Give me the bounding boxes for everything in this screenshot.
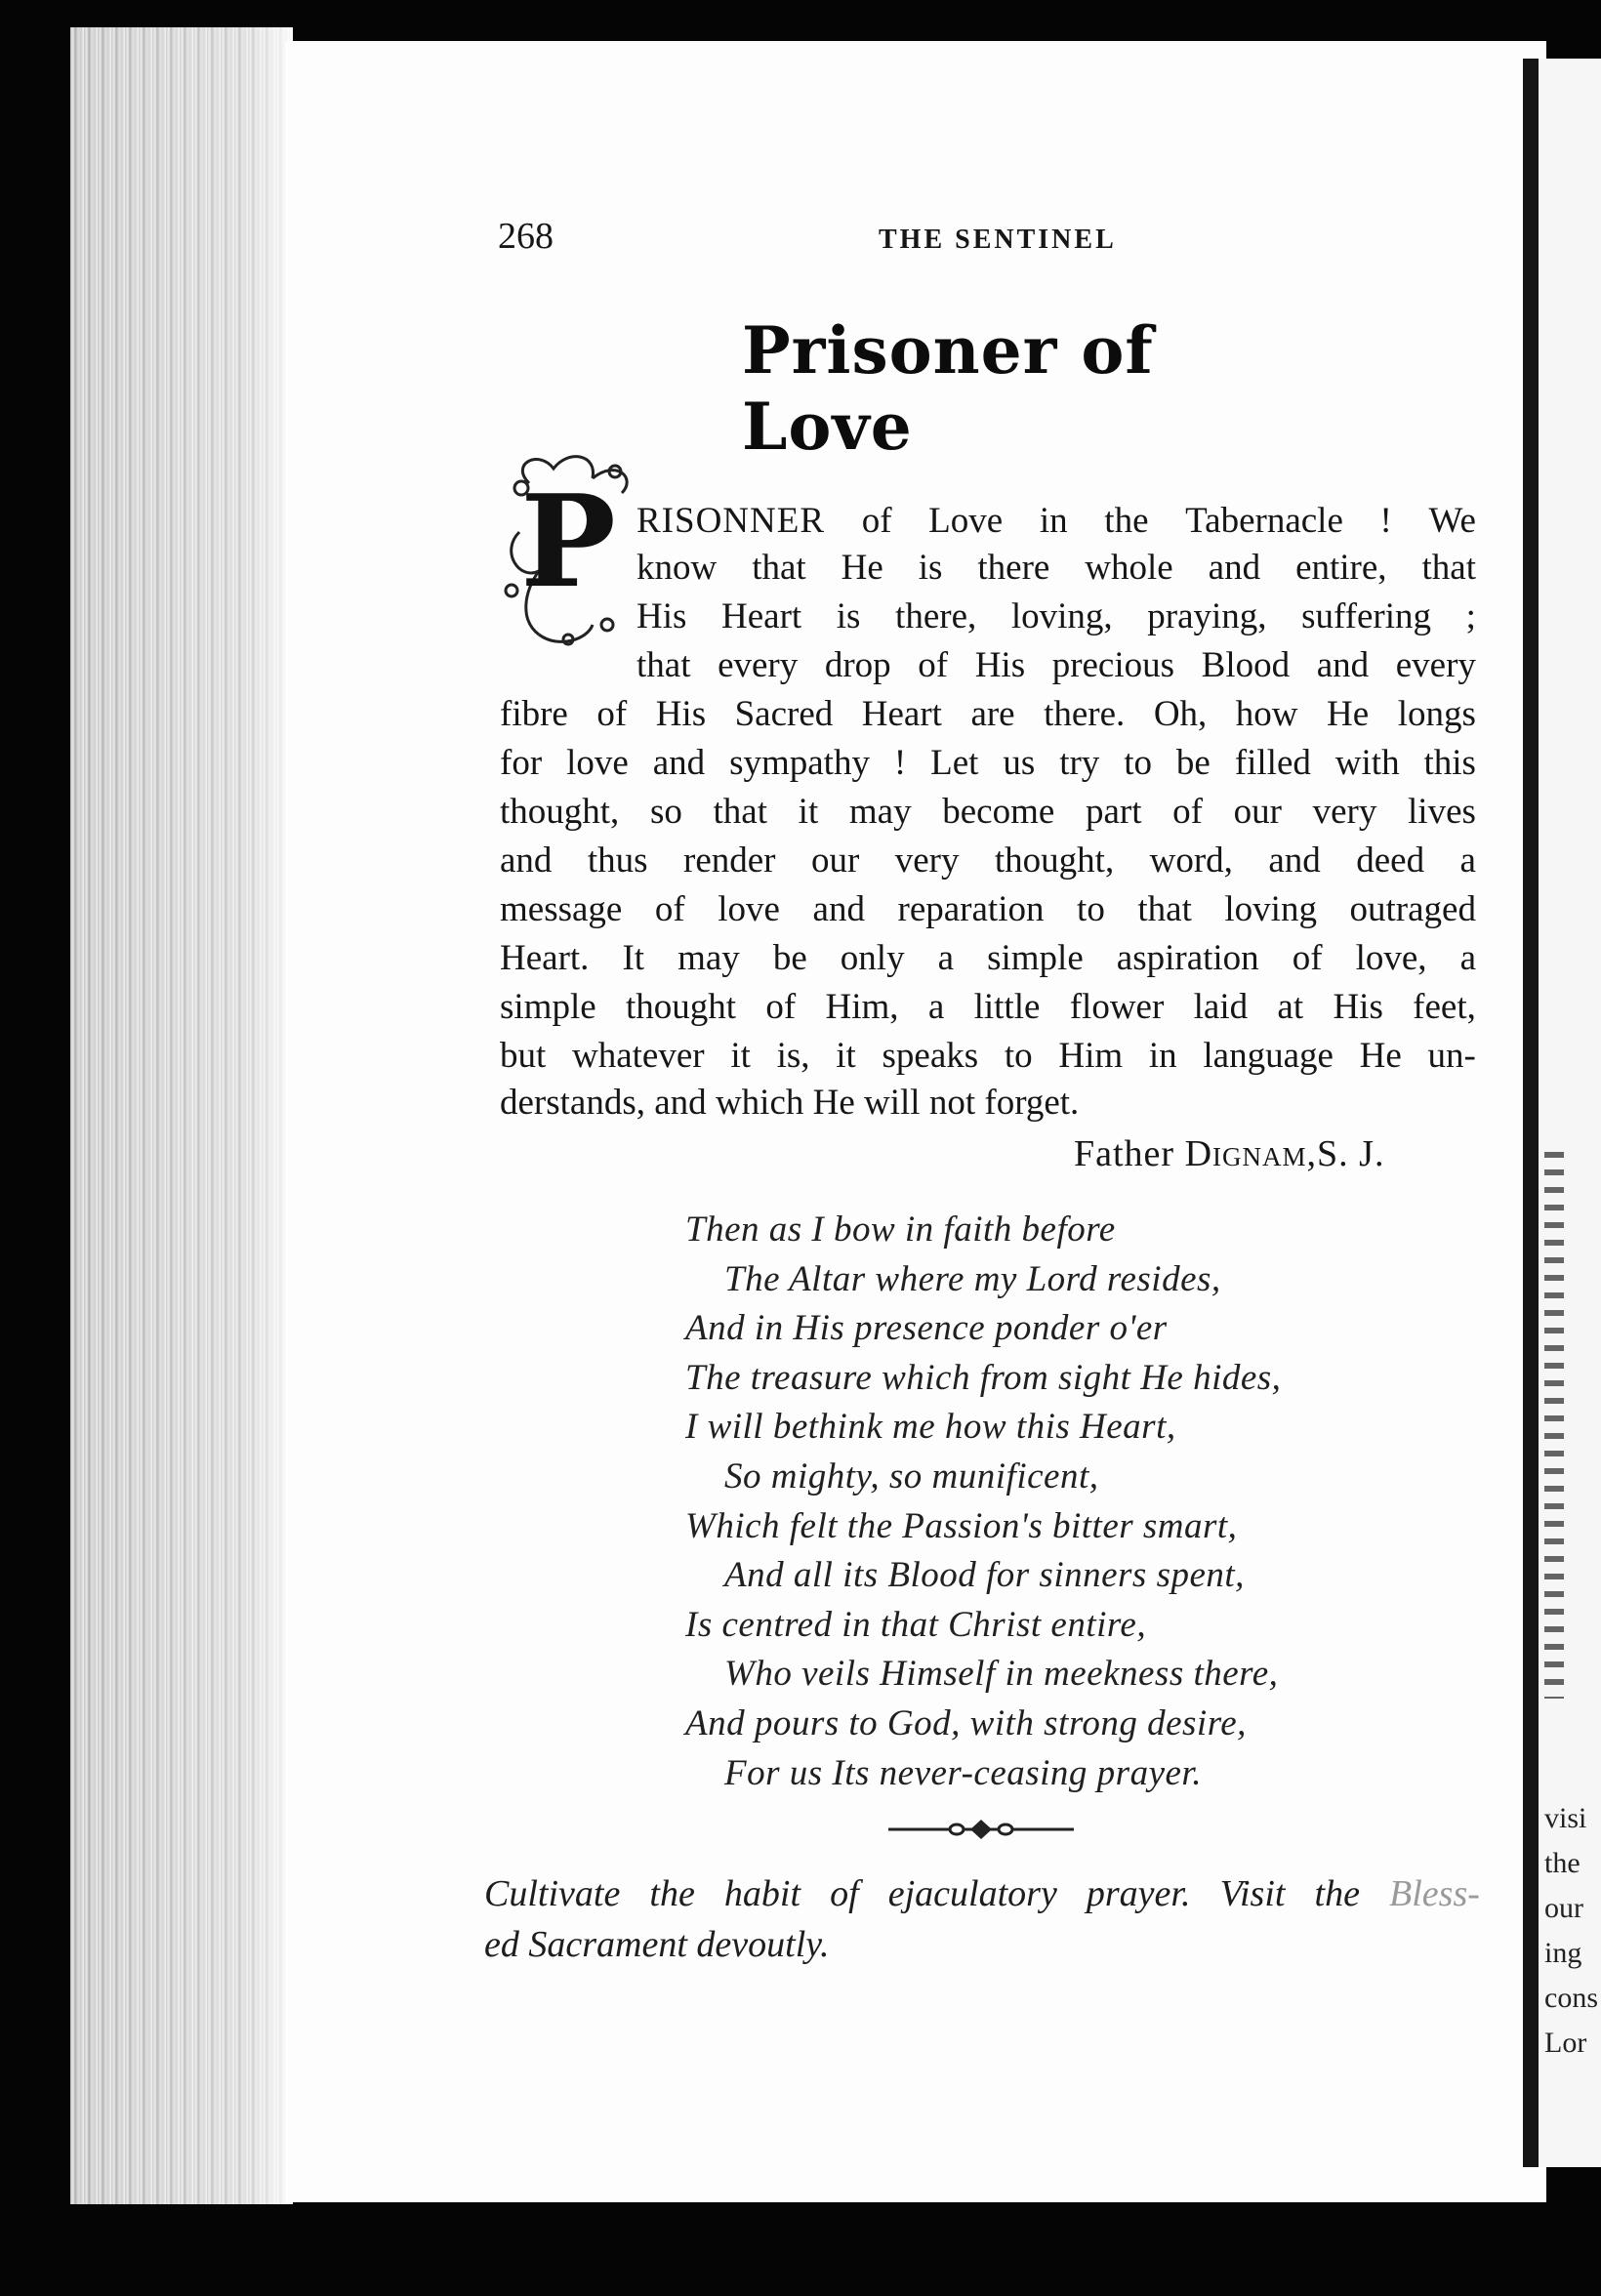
ornamental-divider — [888, 1818, 1074, 1841]
poem-line: The Altar where my Lord resides, — [724, 1258, 1221, 1299]
poem-line: So mighty, so munificent, — [724, 1456, 1099, 1496]
facing-page-fragment: ing — [1544, 1937, 1582, 1969]
facing-page-fragment: our — [1544, 1892, 1583, 1924]
body-line: message of love and reparation to that loving outraged — [500, 889, 1476, 929]
article-title: Prisoner of Love — [742, 312, 1154, 465]
body-line: know that He is there whole and entire, that — [636, 548, 1476, 588]
body-line: His Heart is there, loving, praying, suffering ; — [636, 596, 1476, 636]
poem-line: Is centred in that Christ entire, — [685, 1604, 1147, 1645]
body-line: Heart. It may be only a simple aspiration of love, a — [500, 938, 1476, 978]
body-line: thought, so that it may become part of our very lives — [500, 792, 1476, 832]
poem-line: And pours to God, with strong desire, — [685, 1702, 1247, 1743]
poem-line: And in His presence ponder o'er — [685, 1308, 1168, 1349]
facing-page-fragment: cons — [1544, 1982, 1598, 2014]
closing-line: ed Sacrament devoutly. — [484, 1924, 830, 1965]
poem-line: Then as I bow in faith before — [685, 1210, 1116, 1250]
facing-page-text — [1544, 1796, 1598, 2066]
body-line: for love and sympathy ! Let us try to be filled with this — [500, 743, 1476, 783]
body-line: but whatever it is, it speaks to Him in language He un- — [500, 1036, 1476, 1076]
poem-line: Who veils Himself in meekness there, — [724, 1654, 1279, 1695]
poem-line: And all its Blood for sinners spent, — [724, 1555, 1245, 1596]
ornamental-drop-cap — [500, 444, 636, 649]
facing-page-fragment: visi — [1544, 1802, 1587, 1834]
body-line: that every drop of His precious Blood and every — [636, 645, 1476, 685]
poem-line: Which felt the Passion's bitter smart, — [685, 1505, 1238, 1546]
attribution: Father Dignam,S. J. — [1074, 1133, 1385, 1174]
body-line: derstands, and which He will not forget. — [500, 1083, 1080, 1123]
vine-flourish-icon — [539, 625, 593, 641]
page-number: 268 — [498, 216, 554, 257]
body-line: fibre of His Sacred Heart are there. Oh, how He longs — [500, 694, 1476, 734]
poem — [685, 1209, 1281, 1801]
closing-line: Cultivate the habit of ejaculatory prayer. Visit the Bless- — [484, 1873, 1480, 1914]
body-line: RISONNER of Love in the Tabernacle ! We — [636, 501, 1476, 541]
body-line: and thus render our very thought, word, and deed a — [500, 840, 1476, 881]
poem-line: The treasure which from sight He hides, — [685, 1357, 1282, 1398]
book-page-edges — [70, 27, 293, 2204]
facing-page — [1523, 59, 1601, 2167]
facing-page-fragment: the — [1544, 1847, 1580, 1879]
drop-cap-letter: P — [520, 467, 616, 616]
running-head-title: THE SENTINEL — [879, 225, 1117, 255]
running-head — [498, 215, 1474, 273]
facing-page-fragment: Lor — [1544, 2027, 1587, 2059]
closing-note — [484, 1872, 1480, 1974]
ornamental-border — [1544, 1152, 1564, 1699]
poem-line: I will bethink me how this Heart, — [685, 1407, 1176, 1448]
poem-line: For us Its never-ceasing prayer. — [724, 1752, 1202, 1793]
body-line: simple thought of Him, a little flower laid at His feet, — [500, 987, 1476, 1027]
